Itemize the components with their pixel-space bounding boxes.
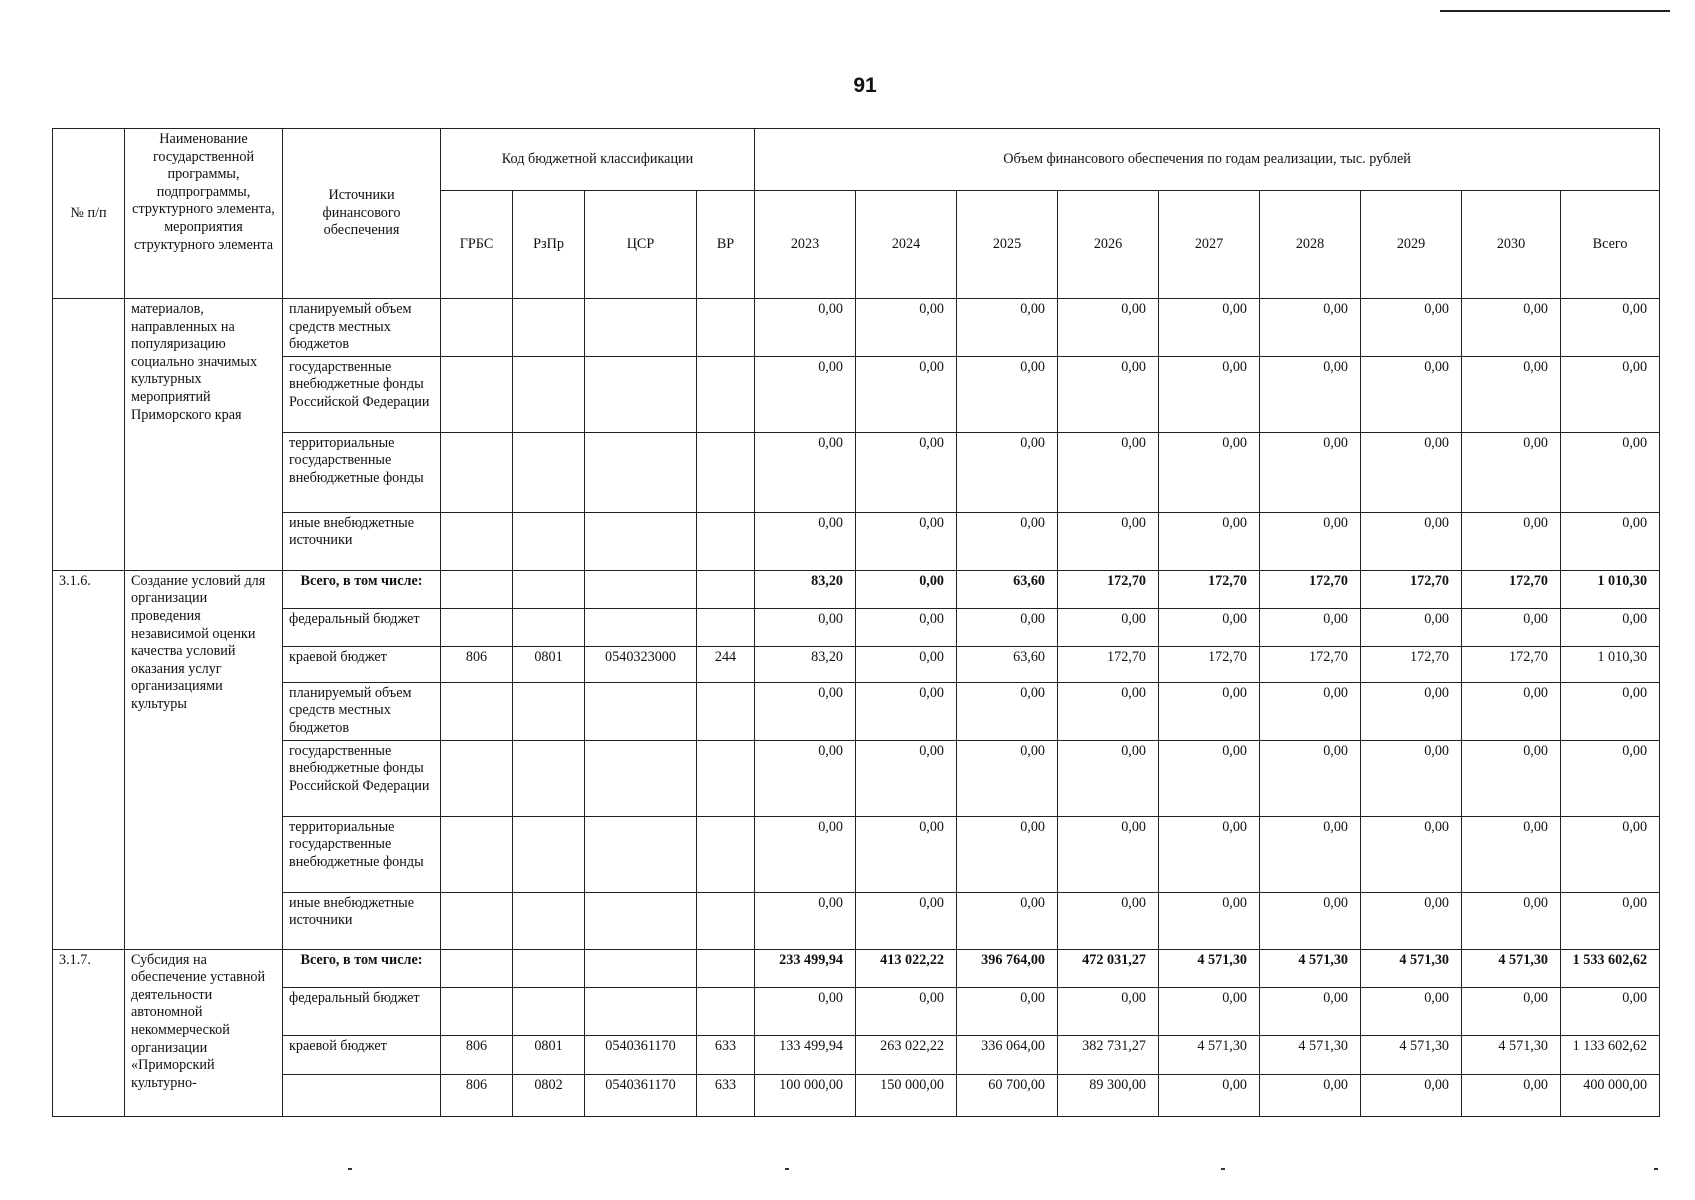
budget-code-cell (513, 570, 585, 608)
amount-cell: 83,20 (755, 570, 856, 608)
amount-cell: 0,00 (755, 356, 856, 432)
budget-code-cell (441, 570, 513, 608)
amount-cell: 0,00 (1159, 682, 1260, 740)
amount-cell: 0,00 (1260, 299, 1361, 357)
amount-cell: 4 571,30 (1361, 1035, 1462, 1074)
budget-code-cell (513, 432, 585, 512)
amount-cell: 172,70 (1361, 570, 1462, 608)
budget-code-cell (585, 816, 697, 892)
amount-cell: 89 300,00 (1058, 1074, 1159, 1116)
budget-code-cell: 0540361170 (585, 1074, 697, 1116)
budget-code-cell (441, 608, 513, 646)
amount-cell: 0,00 (1159, 299, 1260, 357)
amount-cell: 0,00 (1361, 816, 1462, 892)
amount-cell: 0,00 (1058, 682, 1159, 740)
budget-code-cell (697, 816, 755, 892)
amount-cell: 83,20 (755, 646, 856, 682)
table-row (53, 432, 1660, 512)
amount-cell: 336 064,00 (957, 1035, 1058, 1074)
amount-cell: 0,00 (755, 816, 856, 892)
budget-code-cell (513, 892, 585, 949)
amount-cell: 0,00 (1159, 356, 1260, 432)
budget-code-cell: 806 (441, 1074, 513, 1116)
budget-code-cell (441, 512, 513, 570)
budget-code-cell: 244 (697, 646, 755, 682)
amount-cell: 172,70 (1159, 570, 1260, 608)
table-row (53, 608, 1660, 646)
amount-cell: 0,00 (1462, 740, 1561, 816)
amount-cell: 0,00 (957, 512, 1058, 570)
funding-source (283, 1074, 441, 1116)
table-row (53, 949, 1660, 987)
amount-cell: 0,00 (1462, 299, 1561, 357)
budget-code-cell (513, 682, 585, 740)
amount-cell: 0,00 (1361, 682, 1462, 740)
budget-code-cell (697, 682, 755, 740)
amount-cell: 1 533 602,62 (1561, 949, 1660, 987)
amount-cell: 0,00 (1260, 512, 1361, 570)
budget-code-cell (513, 512, 585, 570)
amount-cell: 0,00 (755, 892, 856, 949)
amount-cell: 0,00 (1561, 740, 1660, 816)
amount-cell: 0,00 (755, 512, 856, 570)
amount-cell: 60 700,00 (957, 1074, 1058, 1116)
amount-cell: 0,00 (1561, 512, 1660, 570)
budget-code-cell (585, 949, 697, 987)
amount-cell: 400 000,00 (1561, 1074, 1660, 1116)
table-row (53, 512, 1660, 570)
budget-code-cell (585, 682, 697, 740)
amount-cell: 0,00 (1462, 816, 1561, 892)
budget-code-cell (585, 987, 697, 1035)
budget-code-cell: 0801 (513, 646, 585, 682)
amount-cell: 4 571,30 (1159, 949, 1260, 987)
funding-source: краевой бюджет (283, 1035, 441, 1074)
amount-cell: 172,70 (1462, 570, 1561, 608)
amount-cell: 4 571,30 (1361, 949, 1462, 987)
amount-cell: 0,00 (1361, 740, 1462, 816)
table-body (53, 299, 1660, 1117)
budget-code-cell (585, 570, 697, 608)
table-row (53, 646, 1660, 682)
header-code-col: ВР (697, 191, 755, 299)
amount-cell: 1 133 602,62 (1561, 1035, 1660, 1074)
amount-cell: 0,00 (1058, 512, 1159, 570)
budget-code-cell (441, 816, 513, 892)
scan-mark (1221, 1168, 1225, 1170)
funding-source: Всего, в том числе: (283, 570, 441, 608)
amount-cell: 382 731,27 (1058, 1035, 1159, 1074)
table-row (53, 570, 1660, 608)
budget-code-cell (697, 512, 755, 570)
budget-code-cell (585, 356, 697, 432)
amount-cell: 0,00 (1561, 816, 1660, 892)
amount-cell: 0,00 (1561, 608, 1660, 646)
amount-cell: 263 022,22 (856, 1035, 957, 1074)
amount-cell: 0,00 (1058, 816, 1159, 892)
amount-cell: 0,00 (1159, 432, 1260, 512)
table-row (53, 816, 1660, 892)
amount-cell: 0,00 (856, 356, 957, 432)
amount-cell: 0,00 (1561, 892, 1660, 949)
amount-cell: 0,00 (1462, 892, 1561, 949)
budget-code-cell (697, 949, 755, 987)
amount-cell: 0,00 (856, 646, 957, 682)
table-row (53, 682, 1660, 740)
header-year-col: 2028 (1260, 191, 1361, 299)
amount-cell: 172,70 (1058, 646, 1159, 682)
budget-code-cell (585, 740, 697, 816)
amount-cell: 0,00 (1361, 1074, 1462, 1116)
budget-code-cell: 0802 (513, 1074, 585, 1116)
header-year-col: 2023 (755, 191, 856, 299)
header-year-col: 2025 (957, 191, 1058, 299)
amount-cell: 0,00 (1561, 682, 1660, 740)
amount-cell: 0,00 (1361, 892, 1462, 949)
amount-cell: 0,00 (755, 682, 856, 740)
amount-cell: 0,00 (1361, 608, 1462, 646)
amount-cell: 0,00 (1462, 1074, 1561, 1116)
amount-cell: 0,00 (755, 608, 856, 646)
budget-code-cell: 633 (697, 1074, 755, 1116)
amount-cell: 0,00 (957, 356, 1058, 432)
budget-code-cell: 806 (441, 1035, 513, 1074)
funding-source: федеральный бюджет (283, 608, 441, 646)
amount-cell: 0,00 (1159, 740, 1260, 816)
amount-cell: 0,00 (1561, 987, 1660, 1035)
budget-code-cell: 633 (697, 1035, 755, 1074)
amount-cell: 0,00 (1260, 892, 1361, 949)
amount-cell: 0,00 (957, 299, 1058, 357)
budget-code-cell (585, 432, 697, 512)
amount-cell: 0,00 (856, 816, 957, 892)
header-year-col: 2026 (1058, 191, 1159, 299)
budget-code-cell (585, 299, 697, 357)
budget-code-cell (441, 299, 513, 357)
budget-code-cell (697, 356, 755, 432)
amount-cell: 0,00 (1159, 987, 1260, 1035)
funding-source: планируемый объем средств местных бюджетов (283, 299, 441, 357)
table-row (53, 299, 1660, 357)
amount-cell: 472 031,27 (1058, 949, 1159, 987)
amount-cell: 0,00 (957, 682, 1058, 740)
amount-cell: 0,00 (1058, 432, 1159, 512)
amount-cell: 4 571,30 (1260, 1035, 1361, 1074)
table-row (53, 1035, 1660, 1074)
budget-code-cell (697, 892, 755, 949)
budget-code-cell (441, 949, 513, 987)
budget-code-cell (441, 987, 513, 1035)
budget-code-cell (441, 682, 513, 740)
budget-code-cell (513, 949, 585, 987)
amount-cell: 1 010,30 (1561, 570, 1660, 608)
table-row (53, 987, 1660, 1035)
amount-cell: 100 000,00 (755, 1074, 856, 1116)
amount-cell: 0,00 (1361, 512, 1462, 570)
amount-cell: 0,00 (856, 512, 957, 570)
budget-code-cell (441, 740, 513, 816)
budget-code-cell (585, 608, 697, 646)
amount-cell: 0,00 (1159, 892, 1260, 949)
budget-code-cell (697, 299, 755, 357)
table-row (53, 892, 1660, 949)
amount-cell: 0,00 (1159, 608, 1260, 646)
amount-cell: 0,00 (856, 570, 957, 608)
budget-code-cell (697, 432, 755, 512)
budget-code-cell: 0801 (513, 1035, 585, 1074)
header-year-col: Всего (1561, 191, 1660, 299)
amount-cell: 1 010,30 (1561, 646, 1660, 682)
amount-cell: 63,60 (957, 570, 1058, 608)
budget-code-cell (513, 740, 585, 816)
amount-cell: 0,00 (1361, 432, 1462, 512)
amount-cell: 0,00 (1462, 432, 1561, 512)
budget-code-cell (441, 356, 513, 432)
budget-code-cell: 0540361170 (585, 1035, 697, 1074)
amount-cell: 0,00 (1462, 608, 1561, 646)
amount-cell: 4 571,30 (1159, 1035, 1260, 1074)
amount-cell: 0,00 (957, 432, 1058, 512)
table-header (53, 129, 1660, 299)
budget-code-cell (585, 512, 697, 570)
header-source: Источники финансового обеспечения (283, 129, 441, 299)
funding-source: планируемый объем средств местных бюджетов (283, 682, 441, 740)
amount-cell: 0,00 (1462, 682, 1561, 740)
amount-cell: 0,00 (1058, 987, 1159, 1035)
scan-mark (1654, 1168, 1658, 1170)
amount-cell: 0,00 (1260, 608, 1361, 646)
header-num: № п/п (53, 129, 125, 299)
amount-cell: 0,00 (1058, 892, 1159, 949)
section-name: Создание условий для организации проведения независимой оценки качества условий оказания услуг организациями культуры (125, 570, 283, 949)
amount-cell: 0,00 (1260, 740, 1361, 816)
amount-cell: 133 499,94 (755, 1035, 856, 1074)
amount-cell: 0,00 (1462, 356, 1561, 432)
table-row (53, 740, 1660, 816)
amount-cell: 0,00 (957, 816, 1058, 892)
amount-cell: 0,00 (957, 608, 1058, 646)
amount-cell: 0,00 (1361, 299, 1462, 357)
amount-cell: 172,70 (1462, 646, 1561, 682)
amount-cell: 0,00 (1260, 432, 1361, 512)
section-number: 3.1.6. (53, 570, 125, 949)
funding-source: иные внебюджетные источники (283, 892, 441, 949)
amount-cell: 0,00 (1260, 682, 1361, 740)
budget-code-cell (697, 608, 755, 646)
budget-code-cell (697, 740, 755, 816)
amount-cell: 63,60 (957, 646, 1058, 682)
amount-cell: 0,00 (856, 299, 957, 357)
amount-cell: 150 000,00 (856, 1074, 957, 1116)
amount-cell: 0,00 (1260, 816, 1361, 892)
budget-code-cell (513, 356, 585, 432)
amount-cell: 172,70 (1260, 570, 1361, 608)
budget-table (52, 128, 1660, 1117)
funding-source: государственные внебюджетные фонды Российской Федерации (283, 356, 441, 432)
funding-source: территориальные государственные внебюджетные фонды (283, 432, 441, 512)
amount-cell: 0,00 (1361, 987, 1462, 1035)
amount-cell: 396 764,00 (957, 949, 1058, 987)
table-row (53, 356, 1660, 432)
amount-cell: 0,00 (755, 432, 856, 512)
budget-code-cell (441, 432, 513, 512)
amount-cell: 172,70 (1260, 646, 1361, 682)
section-name: материалов, направленных на популяризацию социально значимых культурных мероприятий Приморского края (125, 299, 283, 571)
table-row (53, 1074, 1660, 1116)
header-code-col: ГРБС (441, 191, 513, 299)
amount-cell: 0,00 (1159, 512, 1260, 570)
amount-cell: 0,00 (1058, 740, 1159, 816)
amount-cell: 0,00 (856, 892, 957, 949)
budget-code-cell (697, 987, 755, 1035)
amount-cell: 4 571,30 (1462, 1035, 1561, 1074)
amount-cell: 0,00 (856, 682, 957, 740)
funding-source: территориальные государственные внебюджетные фонды (283, 816, 441, 892)
amount-cell: 0,00 (755, 740, 856, 816)
amount-cell: 233 499,94 (755, 949, 856, 987)
amount-cell: 0,00 (1159, 1074, 1260, 1116)
amount-cell: 0,00 (856, 432, 957, 512)
amount-cell: 4 571,30 (1260, 949, 1361, 987)
amount-cell: 0,00 (1260, 1074, 1361, 1116)
amount-cell: 0,00 (1058, 299, 1159, 357)
section-name: Субсидия на обеспечение уставной деятельности автономной некоммерческой организации «Приморский культурно- (125, 949, 283, 1116)
amount-cell: 0,00 (1462, 987, 1561, 1035)
section-number: 3.1.7. (53, 949, 125, 1116)
funding-source: иные внебюджетные источники (283, 512, 441, 570)
amount-cell: 0,00 (856, 740, 957, 816)
scan-mark (785, 1168, 789, 1170)
budget-code-cell (697, 570, 755, 608)
amount-cell: 0,00 (755, 299, 856, 357)
amount-cell: 172,70 (1361, 646, 1462, 682)
amount-cell: 172,70 (1159, 646, 1260, 682)
amount-cell: 0,00 (1561, 356, 1660, 432)
funding-source: Всего, в том числе: (283, 949, 441, 987)
budget-code-cell: 0540323000 (585, 646, 697, 682)
section-number (53, 299, 125, 571)
funding-source: федеральный бюджет (283, 987, 441, 1035)
header-year-col: 2029 (1361, 191, 1462, 299)
amount-cell: 413 022,22 (856, 949, 957, 987)
amount-cell: 0,00 (957, 987, 1058, 1035)
amount-cell: 0,00 (856, 987, 957, 1035)
amount-cell: 0,00 (1361, 356, 1462, 432)
budget-code-cell (513, 299, 585, 357)
budget-code-cell (513, 608, 585, 646)
amount-cell: 0,00 (957, 892, 1058, 949)
header-year-col: 2027 (1159, 191, 1260, 299)
header-name: Наименование государственной программы, подпрограммы, структурного элемента, мероприятия структурного элемента (125, 129, 283, 299)
page-number: 91 (853, 74, 877, 97)
scan-mark (348, 1168, 352, 1170)
amount-cell: 0,00 (1561, 299, 1660, 357)
amount-cell: 0,00 (755, 987, 856, 1035)
header-code-col: РзПр (513, 191, 585, 299)
amount-cell: 0,00 (856, 608, 957, 646)
header-year-col: 2024 (856, 191, 957, 299)
amount-cell: 0,00 (1058, 608, 1159, 646)
budget-code-cell (441, 892, 513, 949)
amount-cell: 172,70 (1058, 570, 1159, 608)
top-rule (1440, 10, 1670, 12)
header-code-col: ЦСР (585, 191, 697, 299)
funding-source: краевой бюджет (283, 646, 441, 682)
budget-code-cell: 806 (441, 646, 513, 682)
amount-cell: 0,00 (1561, 432, 1660, 512)
header-code-group: Код бюджетной классификации (441, 129, 755, 191)
amount-cell: 0,00 (957, 740, 1058, 816)
header-year-col: 2030 (1462, 191, 1561, 299)
amount-cell: 0,00 (1058, 356, 1159, 432)
budget-code-cell (513, 987, 585, 1035)
amount-cell: 0,00 (1260, 987, 1361, 1035)
budget-code-cell (513, 816, 585, 892)
amount-cell: 0,00 (1462, 512, 1561, 570)
budget-code-cell (585, 892, 697, 949)
amount-cell: 0,00 (1260, 356, 1361, 432)
funding-source: государственные внебюджетные фонды Российской Федерации (283, 740, 441, 816)
amount-cell: 4 571,30 (1462, 949, 1561, 987)
header-volume-group: Объем финансового обеспечения по годам реализации, тыс. рублей (755, 129, 1660, 191)
amount-cell: 0,00 (1159, 816, 1260, 892)
